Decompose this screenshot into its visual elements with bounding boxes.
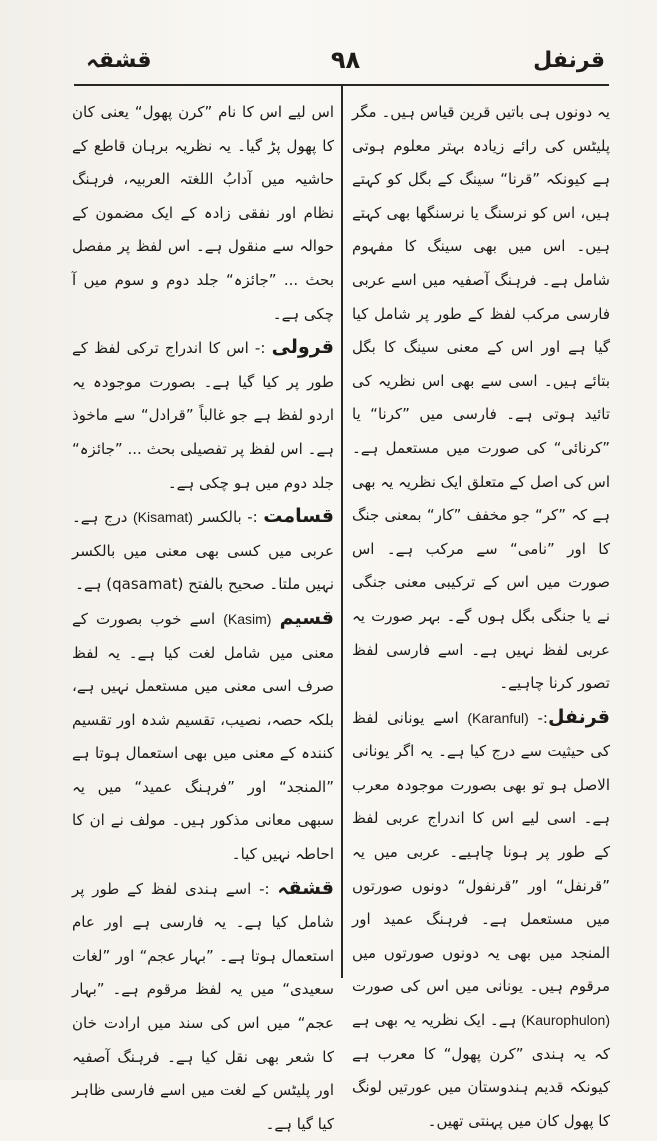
latin-transliteration: (Kisamat) [133,509,193,526]
page-number: ۹۸ [330,46,361,74]
left-column-intro: اس لیے اس کا نام ”کرن پھول“ یعنی کان کا پھول پڑ گیا۔ یہ نظریہ برہان قاطع کے حاشیہ میں آدابُ اللغتہ العربیہ، فرہنگ نظام اور نفقی زادہ کے ایک مضمون کے حوالہ سے منقول ہے۔ اس لفظ پر مفصل بحث ... ”جائزہ“ جلد دوم و سوم میں آ چکی ہے۔ [72,103,334,323]
left-column [72,96,334,1141]
entry-body: اسے خوب بصورت کے معنی میں شامل لغت کیا ہے۔ یہ لفظ صرف اسی معنی میں مستعمل نہیں ہے، بلکہ حصہ، نصیب، تقسیم شدہ اور تقسیم کنندہ کے معنی میں بھی استعمال ہوتا ہے ”المنجد“ اور ”فرہنگ عمید“ میں یہ سبھی معانی مذکور ہیں۔ مولف نے ان کا احاطہ نہیں کیا۔ [72,609,334,864]
entry-separator: :- [251,879,278,898]
entry-headword: قرولی [271,336,334,359]
entry-body: اس کا اندراج ترکی لفظ کے طور پر کیا گیا ہے۔ بصورت موجودہ یہ اردو لفظ ہے جو غالباً ”قرادل“ سے ماخوذ ہے۔ اس لفظ پر تفصیلی بحث ... ”جائزہ“ جلد دوم میں ہو چکی ہے۔ [72,339,334,492]
latin-transliteration: (Karanful) [467,709,529,726]
entry-qarauli [72,331,334,500]
entry-separator: :- بالکسر [192,508,264,527]
running-head-left: قشقہ [86,48,152,73]
entry-separator [271,610,279,628]
latin-transliteration: (Kaurophulon) [521,1012,610,1029]
entry-headword: قسیم [279,606,334,629]
running-head-right: قرنفل [533,48,605,73]
right-column-intro: یہ دونوں ہی باتیں قرین قیاس ہیں۔ مگر پلیٹس کی رائے زیادہ بہتر معلوم ہوتی ہے کیونکہ ”قرنا“ سینگ کے بگل کو کہتے ہیں، اس کو نرسنگ یا نرسنگھا بھی کہتے ہیں۔ اس میں بھی سینگ کا مفہوم شامل ہے۔ فرہنگ آصفیہ میں اسے عربی فارسی مرکب لفظ کے طور پر شامل کیا گیا ہے اور اس کے معنی سینگ کا بگل بتائے ہیں۔ اسی سے بھی اس نظریہ کی تائید ہوتی ہے۔ فارسی میں ”کرنا“ یا ”کرنائی“ کی صورت میں مستعمل ہے۔ اس کی اصل کے متعلق ایک نظریہ یہ بھی ہے کہ ”کر“ جو مخفف ”کار“ بمعنی جنگ کا اور ”نامی“ سے مرکب ہے۔ اس صورت میں اس کے ترکیبی معنی جنگی نے یا جنگی بگل ہوں گے۔ بہر صورت یہ عربی لفظ نہیں ہے۔ اسے فارسی لفظ تصور کرنا چاہیے۔ [352,103,610,693]
entry-headword: قرنفل [547,705,610,728]
entry-body: اسے ہندی لفظ کے طور پر شامل کیا ہے۔ یہ فارسی ہے اور عام استعمال ہوتا ہے۔ ”بہار عجم“ اور ”لغات سعیدی“ میں یہ لفظ مرقوم ہے۔ ”بہار عجم“ میں اس کی سند میں ارادت خان کا شعر بھی نقل کیا ہے۔ فرہنگ آصفیہ اور پلیٹس کے لغت میں اسے فارسی ظاہر کیا گیا ہے۔ [72,879,334,1133]
entry-body: اسے یونانی لفظ کی حیثیت سے درج کیا ہے۔ یہ اگر یونانی الاصل ہو تو بھی بصورت موجودہ معرب ہے۔ اسی لیے اس کا اندراج عربی لفظ کے طور پر ہونا چاہیے۔ عربی میں یہ ”قرنفل“ اور ”قرنفول“ دونوں صورتوں میں مستعمل ہے۔ فرہنگ عمید اور المنجد میں بھی یہ دونوں صورتوں میں مرقوم ہیں۔ یونانی میں اس کی صورت [352,708,610,996]
column-divider [341,86,343,978]
entry-headword: قسامت [263,505,334,528]
entry-qasim [72,602,334,872]
entry-separator: :- [248,339,272,358]
entry-qasamat [72,500,334,602]
entry-body: ہے۔ ایک نظریہ یہ بھی ہے کہ یہ ہندی ”کرن پھول“ کا معرب ہے کیونکہ قدیم ہندوستان میں عورتیں لونگ کا پھول کان میں پہنتی تھیں۔ [352,1011,610,1130]
entry-headword: قشقہ [277,876,334,899]
right-column [352,96,610,1138]
entry-separator: :- [528,708,548,727]
latin-transliteration: (Kasim) [223,610,272,627]
entry-qashqa [72,872,334,1141]
entry-karanful [352,701,610,1139]
entry-body: درج ہے۔ عربی میں کسی بھی معنی میں بالکسر نہیں ملتا۔ صحیح بالفتح (qasamat) ہے۔ [72,508,334,594]
